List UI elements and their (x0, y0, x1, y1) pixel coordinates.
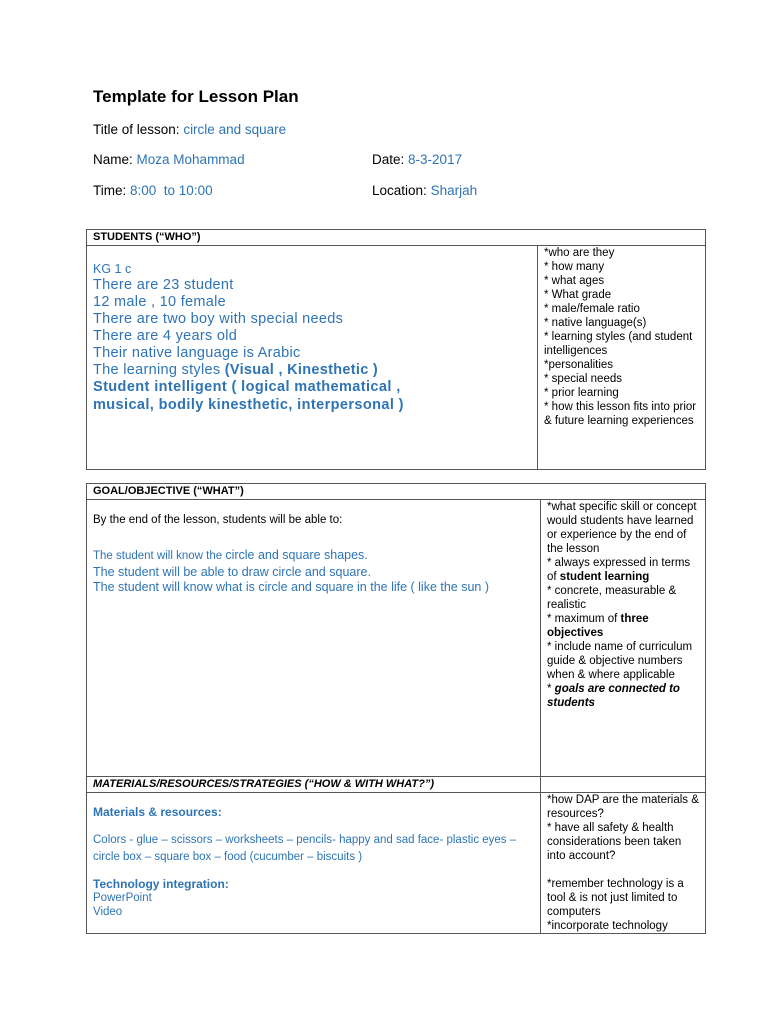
students-count: There are 23 student (93, 277, 234, 293)
materials-content (87, 793, 541, 934)
guidance-item: * how many (544, 261, 605, 273)
students-special-needs: There are two boy with special needs (93, 311, 344, 327)
location-label: Location: (372, 183, 427, 198)
students-guidance (538, 246, 706, 470)
students-language: Their native language is Arabic (93, 345, 301, 361)
materials-subheading: Materials & resources: (93, 805, 222, 819)
guidance-bold: student learning (559, 571, 650, 583)
guidance-item: * how this lesson fits into prior & future learning experiences (544, 401, 697, 427)
materials-heading-blank (541, 777, 706, 793)
students-intelligence-line-1: Student intelligent ( logical mathematical , (93, 379, 401, 395)
students-heading: STUDENTS (“WHO”) (87, 230, 706, 246)
objective-1 (93, 548, 534, 565)
guidance-item: * male/female ratio (544, 303, 640, 315)
guidance-bold: three objectives (547, 613, 649, 639)
guidance-item: *incorporate technology (547, 920, 668, 932)
date-value: 8-3-2017 (408, 152, 463, 167)
name-value: Moza Mohammad (136, 152, 245, 167)
students-age: There are 4 years old (93, 328, 238, 344)
guidance-item (547, 612, 699, 640)
page-title: Template for Lesson Plan (93, 87, 299, 106)
goal-guidance (541, 500, 706, 777)
guidance-item: * include name of curriculum guide & objective numbers when & where applicable (547, 641, 693, 681)
name-label: Name: (93, 152, 133, 167)
goal-content (87, 500, 541, 777)
technology-item: Video (93, 906, 123, 918)
guidance-item: * prior learning (544, 387, 619, 399)
technology-subheading: Technology integration: (93, 877, 229, 891)
objective-1-rest: circle and square shapes. (225, 548, 368, 562)
time-label: Time: (93, 183, 127, 198)
guidance-item: * what ages (544, 275, 605, 287)
lesson-title-value: circle and square (183, 122, 287, 137)
date-label: Date: (372, 152, 405, 167)
date-row (372, 152, 462, 167)
guidance-item: * native language(s) (544, 317, 647, 329)
lesson-title-label: Title of lesson: (93, 122, 180, 137)
guidance-item: * learning styles (and student intelligences (544, 331, 693, 357)
guidance-item: * concrete, measurable & realistic (547, 585, 677, 611)
time-row (93, 183, 213, 198)
time-value: 8:00 to 10:00 (130, 183, 213, 198)
guidance-item: * special needs (544, 373, 622, 385)
guidance-item: *how DAP are the materials & resources? (547, 794, 699, 820)
location-value: Sharjah (430, 183, 478, 198)
guidance-bold-italic: goals are connected to students (547, 683, 680, 709)
objective-1-prefix: The student will know the (93, 550, 226, 562)
materials-table (86, 776, 706, 934)
students-class: KG 1 c (93, 262, 132, 276)
technology-item: PowerPoint (93, 892, 152, 904)
goal-heading: GOAL/OBJECTIVE (“WHAT”) (87, 484, 706, 500)
students-learning-styles (93, 362, 531, 379)
materials-list: Colors - glue – scissors – worksheets – pencils- happy and sad face- plastic eyes – circle box – square box – food (cucumber – biscuits ) (93, 834, 517, 863)
objective-3: The student will know what is circle and square in the life ( like the sun ) (93, 580, 490, 594)
goal-table (86, 483, 706, 777)
location-row (372, 183, 477, 198)
guidance-item (547, 556, 699, 584)
guidance-item: *remember technology is a tool & is not just limited to computers (547, 878, 684, 918)
name-row (93, 152, 245, 167)
guidance-text: * (547, 683, 555, 695)
students-table (86, 229, 706, 470)
students-content (87, 246, 538, 470)
materials-heading: MATERIALS/RESOURCES/STRATEGIES (“HOW & WITH WHAT?”) (87, 777, 541, 793)
students-gender: 12 male , 10 female (93, 294, 227, 310)
guidance-text: * always expressed in terms of (547, 557, 691, 583)
styles-value: (Visual , Kinesthetic ) (224, 362, 379, 378)
lesson-title-row (93, 122, 286, 137)
guidance-item: *personalities (544, 359, 614, 371)
guidance-text: * maximum of (547, 613, 621, 625)
materials-guidance (541, 793, 706, 934)
guidance-item: *what specific skill or concept would students have learned or experience by the end of the lesson (547, 501, 697, 555)
students-intelligence-line-2: musical, bodily kinesthetic, interpersonal ) (93, 396, 404, 413)
guidance-item: *who are they (544, 247, 615, 259)
guidance-item: * have all safety & health considerations been taken into account? (547, 822, 682, 862)
guidance-item: * What grade (544, 289, 612, 301)
guidance-item (547, 682, 699, 710)
styles-prefix: The learning styles (93, 362, 225, 378)
goal-intro: By the end of the lesson, students will be able to: (93, 514, 343, 526)
objective-2: The student will be able to draw circle and square. (93, 564, 371, 579)
